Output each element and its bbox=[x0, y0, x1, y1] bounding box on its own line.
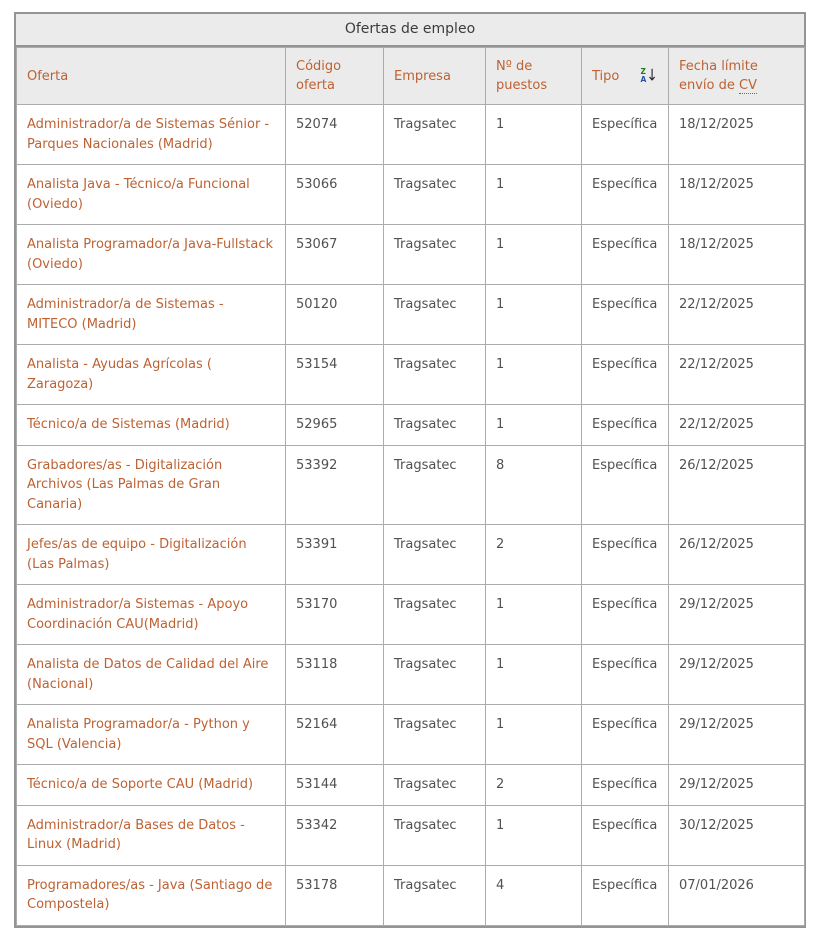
cell-oferta bbox=[17, 285, 286, 345]
column-header-codigo bbox=[286, 48, 384, 105]
job-offer-link[interactable]: Analista Programador/a Java-Fullstack (Oviedo) bbox=[27, 237, 274, 272]
cell-empresa: Tragsatec bbox=[384, 105, 486, 165]
cell-fecha: 22/12/2025 bbox=[669, 285, 805, 345]
cell-puestos: 1 bbox=[486, 165, 582, 225]
cell-codigo: 53391 bbox=[286, 525, 384, 585]
cell-puestos: 1 bbox=[486, 225, 582, 285]
cell-oferta bbox=[17, 645, 286, 705]
job-offer-link[interactable]: Analista Programador/a - Python y SQL (Valencia) bbox=[27, 717, 250, 752]
table-row bbox=[17, 525, 805, 585]
cell-empresa: Tragsatec bbox=[384, 705, 486, 765]
sort-link-fecha[interactable]: Fecha límite envío de CV bbox=[679, 59, 758, 93]
cell-oferta bbox=[17, 345, 286, 405]
cell-oferta bbox=[17, 525, 286, 585]
table-row bbox=[17, 765, 805, 806]
cell-oferta bbox=[17, 405, 286, 446]
job-offer-link[interactable]: Grabadores/as - Digitalización Archivos (Las Palmas de Gran Canaria) bbox=[27, 457, 223, 512]
cell-empresa: Tragsatec bbox=[384, 805, 486, 865]
cell-codigo: 53392 bbox=[286, 445, 384, 525]
cell-empresa: Tragsatec bbox=[384, 445, 486, 525]
cell-empresa: Tragsatec bbox=[384, 765, 486, 806]
cell-tipo: Específica bbox=[582, 525, 669, 585]
cell-codigo: 50120 bbox=[286, 285, 384, 345]
job-offer-link[interactable]: Técnico/a de Sistemas (Madrid) bbox=[27, 417, 230, 432]
job-offer-link[interactable]: Administrador/a de Sistemas - MITECO (Madrid) bbox=[27, 297, 224, 332]
sort-za-letters: Z A bbox=[640, 67, 647, 84]
cell-puestos: 1 bbox=[486, 105, 582, 165]
job-offers-grid bbox=[16, 47, 805, 926]
cell-fecha: 29/12/2025 bbox=[669, 765, 805, 806]
job-offer-link[interactable]: Analista de Datos de Calidad del Aire (Nacional) bbox=[27, 657, 269, 692]
cell-empresa: Tragsatec bbox=[384, 865, 486, 925]
table-row bbox=[17, 445, 805, 525]
cell-tipo: Específica bbox=[582, 585, 669, 645]
cell-fecha: 26/12/2025 bbox=[669, 525, 805, 585]
cell-fecha: 30/12/2025 bbox=[669, 805, 805, 865]
cell-codigo: 53066 bbox=[286, 165, 384, 225]
cell-fecha: 29/12/2025 bbox=[669, 645, 805, 705]
cell-oferta bbox=[17, 805, 286, 865]
column-header-tipo bbox=[582, 48, 669, 105]
table-row bbox=[17, 645, 805, 705]
table-row bbox=[17, 585, 805, 645]
cell-empresa: Tragsatec bbox=[384, 345, 486, 405]
cell-codigo: 53178 bbox=[286, 865, 384, 925]
table-caption: Ofertas de empleo bbox=[16, 14, 804, 47]
cell-tipo: Específica bbox=[582, 225, 669, 285]
cell-codigo: 53170 bbox=[286, 585, 384, 645]
table-row bbox=[17, 405, 805, 446]
cell-fecha: 29/12/2025 bbox=[669, 585, 805, 645]
cell-tipo: Específica bbox=[582, 765, 669, 806]
sort-link-tipo[interactable]: Tipo bbox=[592, 68, 620, 84]
job-offers-table bbox=[14, 12, 806, 928]
job-offer-link[interactable]: Administrador/a Bases de Datos - Linux (Madrid) bbox=[27, 817, 245, 852]
cell-tipo: Específica bbox=[582, 645, 669, 705]
cell-oferta bbox=[17, 165, 286, 225]
cv-abbreviation: CV bbox=[739, 78, 757, 93]
table-row bbox=[17, 105, 805, 165]
cell-tipo: Específica bbox=[582, 285, 669, 345]
table-header-row bbox=[17, 48, 805, 105]
cell-tipo: Específica bbox=[582, 105, 669, 165]
cell-tipo: Específica bbox=[582, 805, 669, 865]
cell-oferta bbox=[17, 865, 286, 925]
cell-empresa: Tragsatec bbox=[384, 525, 486, 585]
cell-codigo: 53144 bbox=[286, 765, 384, 806]
cell-puestos: 1 bbox=[486, 645, 582, 705]
cell-codigo: 53154 bbox=[286, 345, 384, 405]
cell-oferta bbox=[17, 585, 286, 645]
sort-descending-icon[interactable] bbox=[640, 68, 660, 84]
cell-puestos: 2 bbox=[486, 525, 582, 585]
job-offer-link[interactable]: Jefes/as de equipo - Digitalización (Las Palmas) bbox=[27, 537, 247, 572]
job-offer-link[interactable]: Administrador/a Sistemas - Apoyo Coordinación CAU(Madrid) bbox=[27, 597, 249, 632]
cell-puestos: 1 bbox=[486, 805, 582, 865]
cell-fecha: 26/12/2025 bbox=[669, 445, 805, 525]
sort-link-oferta[interactable]: Oferta bbox=[27, 68, 69, 84]
column-header-puestos bbox=[486, 48, 582, 105]
cell-empresa: Tragsatec bbox=[384, 225, 486, 285]
cell-puestos: 4 bbox=[486, 865, 582, 925]
job-offer-link[interactable]: Analista Java - Técnico/a Funcional (Oviedo) bbox=[27, 177, 250, 212]
cell-oferta bbox=[17, 225, 286, 285]
table-row bbox=[17, 285, 805, 345]
cell-codigo: 53118 bbox=[286, 645, 384, 705]
cell-tipo: Específica bbox=[582, 345, 669, 405]
cell-tipo: Específica bbox=[582, 865, 669, 925]
job-offer-link[interactable]: Analista - Ayudas Agrícolas ( Zaragoza) bbox=[27, 357, 212, 392]
cell-puestos: 1 bbox=[486, 285, 582, 345]
arrow-down-icon: ↓ bbox=[646, 66, 658, 86]
cell-tipo: Específica bbox=[582, 705, 669, 765]
table-row bbox=[17, 805, 805, 865]
table-row bbox=[17, 225, 805, 285]
cell-fecha: 22/12/2025 bbox=[669, 345, 805, 405]
cell-oferta bbox=[17, 445, 286, 525]
cell-tipo: Específica bbox=[582, 405, 669, 446]
cell-fecha: 07/01/2026 bbox=[669, 865, 805, 925]
table-row bbox=[17, 705, 805, 765]
job-offer-link[interactable]: Administrador/a de Sistemas Sénior - Parques Nacionales (Madrid) bbox=[27, 117, 270, 152]
column-header-empresa bbox=[384, 48, 486, 105]
table-row bbox=[17, 865, 805, 925]
cell-empresa: Tragsatec bbox=[384, 585, 486, 645]
cell-codigo: 53342 bbox=[286, 805, 384, 865]
cell-fecha: 29/12/2025 bbox=[669, 705, 805, 765]
cell-puestos: 1 bbox=[486, 585, 582, 645]
cell-fecha: 22/12/2025 bbox=[669, 405, 805, 446]
cell-codigo: 52164 bbox=[286, 705, 384, 765]
column-header-oferta bbox=[17, 48, 286, 105]
cell-puestos: 8 bbox=[486, 445, 582, 525]
cell-fecha: 18/12/2025 bbox=[669, 225, 805, 285]
table-row bbox=[17, 345, 805, 405]
cell-codigo: 53067 bbox=[286, 225, 384, 285]
cell-codigo: 52074 bbox=[286, 105, 384, 165]
cell-empresa: Tragsatec bbox=[384, 165, 486, 225]
cell-tipo: Específica bbox=[582, 165, 669, 225]
sort-link-empresa[interactable]: Empresa bbox=[394, 68, 451, 84]
cell-puestos: 1 bbox=[486, 405, 582, 446]
job-offer-link[interactable]: Técnico/a de Soporte CAU (Madrid) bbox=[27, 777, 254, 792]
cell-tipo: Específica bbox=[582, 445, 669, 525]
sort-link-puestos[interactable]: Nº de puestos bbox=[496, 59, 548, 93]
cell-empresa: Tragsatec bbox=[384, 405, 486, 446]
cell-codigo: 52965 bbox=[286, 405, 384, 446]
cell-oferta bbox=[17, 105, 286, 165]
table-row bbox=[17, 165, 805, 225]
cell-puestos: 1 bbox=[486, 345, 582, 405]
cell-puestos: 2 bbox=[486, 765, 582, 806]
cell-puestos: 1 bbox=[486, 705, 582, 765]
cell-oferta bbox=[17, 765, 286, 806]
sort-link-codigo[interactable]: Código oferta bbox=[296, 59, 342, 93]
cell-oferta bbox=[17, 705, 286, 765]
job-offer-link[interactable]: Programadores/as - Java (Santiago de Compostela) bbox=[27, 877, 273, 912]
cell-empresa: Tragsatec bbox=[384, 645, 486, 705]
column-header-fecha bbox=[669, 48, 805, 105]
cell-empresa: Tragsatec bbox=[384, 285, 486, 345]
cell-fecha: 18/12/2025 bbox=[669, 165, 805, 225]
table-body bbox=[17, 105, 805, 926]
cell-fecha: 18/12/2025 bbox=[669, 105, 805, 165]
